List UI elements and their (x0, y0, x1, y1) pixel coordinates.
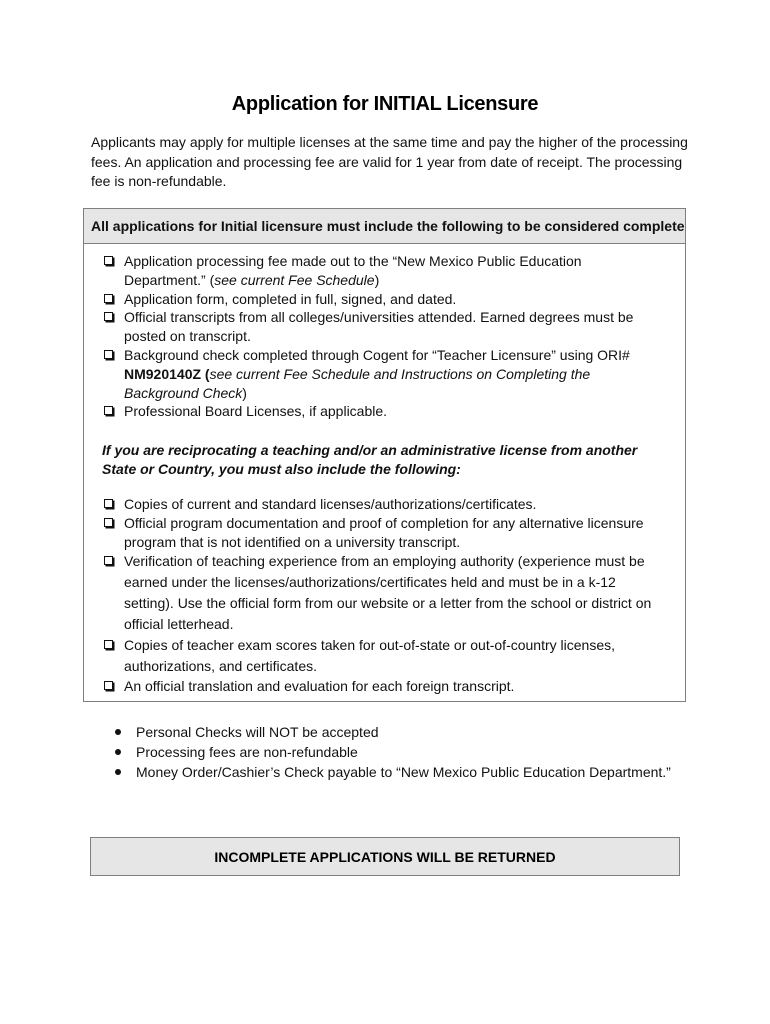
list-item: Personal Checks will NOT be accepted (114, 722, 671, 742)
list-item: Processing fees are non-refundable (114, 742, 671, 762)
page-title: Application for INITIAL Licensure (231, 93, 539, 115)
checklist-item: Copies of current and standard licenses/authorizations/certificates. (102, 495, 662, 514)
checkbox-icon (104, 640, 113, 649)
checklist-item: Application form, completed in full, signed, and dated. (102, 290, 662, 309)
checkbox-icon (104, 256, 113, 265)
checklist-item: An official translation and evaluation for each foreign transcript. (102, 677, 662, 696)
requirements-header: All applications for Initial licensure must include the following to be considered complete (84, 209, 685, 244)
bullet-icon (115, 769, 121, 775)
bullet-icon (115, 749, 121, 755)
incomplete-warning-banner: INCOMPLETE APPLICATIONS WILL BE RETURNED (90, 837, 680, 876)
payment-notes (114, 722, 671, 782)
reciprocating-heading: If you are reciprocating a teaching and/or an administrative license from another State or Country, you must also include the following: (102, 442, 638, 477)
list-item: Money Order/Cashier’s Check payable to “New Mexico Public Education Department.” (114, 762, 671, 782)
checkbox-icon (104, 350, 113, 359)
checklist-item: Verification of teaching experience from an employing authority (experience must be earned under the licenses/authorizations/certificates held and must be in a k-12 setting). Use the official form from our website or a letter from the school or district on official letterhead. (102, 551, 662, 635)
requirements-box (83, 208, 686, 702)
checkbox-icon (104, 556, 113, 565)
checklist-item: Copies of teacher exam scores taken for out-of-state or out-of-country licenses, authorizations, and certificates. (102, 635, 662, 677)
checklist-item: Professional Board Licenses, if applicable. (102, 402, 662, 421)
reciprocating-list (102, 495, 662, 696)
checklist-item: Background check completed through Cogent for “Teacher Licensure” using ORI# NM920140Z (see current Fee Schedule and Instructions on Completing the Background Check) (102, 346, 662, 402)
checklist-item: Official program documentation and proof of completion for any alternative licensure program that is not identified on a university transcript. (102, 514, 662, 552)
checklist-item: Application processing fee made out to the “New Mexico Public Education Department.” (see current Fee Schedule) (102, 252, 662, 290)
intro-paragraph: Applicants may apply for multiple licenses at the same time and pay the higher of the processing fees. An application and processing fee are valid for 1 year from date of receipt. The processing fee is non-refundable. (91, 134, 688, 189)
checkbox-icon (104, 518, 113, 527)
checkbox-icon (104, 499, 113, 508)
checkbox-icon (104, 294, 113, 303)
checklist-item: Official transcripts from all colleges/universities attended. Earned degrees must be posted on transcript. (102, 308, 662, 346)
checkbox-icon (104, 312, 113, 321)
checkbox-icon (104, 406, 113, 415)
bullet-icon (115, 729, 121, 735)
requirements-list (102, 252, 662, 421)
checkbox-icon (104, 681, 113, 690)
